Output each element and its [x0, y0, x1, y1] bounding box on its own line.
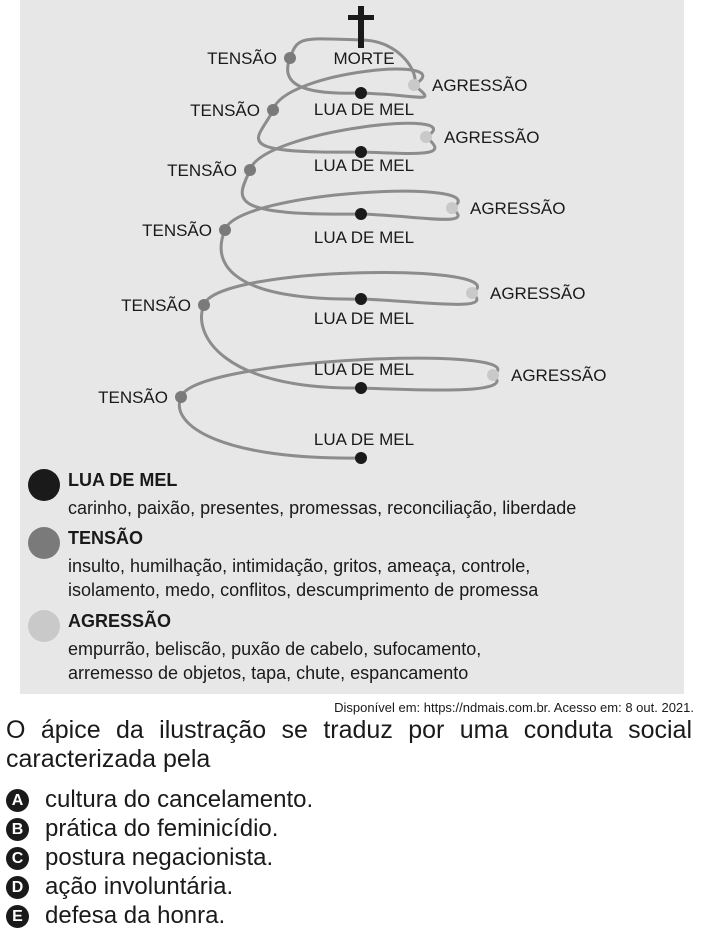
- option-text: defesa da honra.: [45, 902, 226, 929]
- legend-description: empurrão, beliscão, puxão de cabelo, sufocamento, arremesso de objetos, tapa, chute, espancamento: [68, 639, 482, 683]
- option-text: postura negacionista.: [45, 844, 274, 871]
- option-letter-badge: B: [6, 818, 29, 841]
- option-text: ação involuntária.: [45, 873, 234, 900]
- cross-horizontal: [348, 15, 374, 20]
- aggression-dot: [466, 287, 478, 299]
- tension-dot: [244, 164, 256, 176]
- option-a[interactable]: [6, 786, 313, 814]
- tension-label: TENSÃO: [142, 221, 212, 240]
- legend-title: LUA DE MEL: [68, 470, 178, 490]
- option-d[interactable]: [6, 873, 233, 901]
- question-text: O ápice da ilustração se traduz por uma conduta social caracterizada pela: [6, 716, 692, 773]
- apex-label: MORTE: [333, 49, 395, 68]
- option-text: cultura do cancelamento.: [45, 786, 314, 813]
- aggression-dot: [487, 369, 499, 381]
- option-letter-badge: C: [6, 847, 29, 870]
- spiral-curve: [242, 170, 361, 214]
- option-letter-badge: E: [6, 905, 29, 928]
- option-b[interactable]: [6, 815, 278, 843]
- spiral-curve: [361, 208, 458, 219]
- aggression-dot: [420, 131, 432, 143]
- source-citation: Disponível em: https://ndmais.com.br. Acesso em: 8 out. 2021.: [334, 700, 694, 715]
- tension-dot: [267, 104, 279, 116]
- spiral-curve: [361, 293, 477, 304]
- option-e[interactable]: [6, 902, 225, 930]
- tension-label: TENSÃO: [121, 296, 191, 315]
- honeymoon-dot: [355, 293, 367, 305]
- honeymoon-dot: [355, 208, 367, 220]
- tension-label: TENSÃO: [167, 161, 237, 180]
- honeymoon-dot: [355, 452, 367, 464]
- option-letter-badge: D: [6, 876, 29, 899]
- tension-dot: [284, 52, 296, 64]
- honeymoon-label: LUA DE MEL: [313, 430, 415, 449]
- option-c[interactable]: [6, 844, 273, 872]
- tension-label: TENSÃO: [207, 49, 277, 68]
- aggression-label: AGRESSÃO: [470, 199, 566, 218]
- aggression-dot: [408, 79, 420, 91]
- cross-vertical: [358, 6, 364, 48]
- tension-dot: [219, 224, 231, 236]
- option-text: prática do feminicídio.: [45, 815, 279, 842]
- honeymoon-dot: [355, 382, 367, 394]
- aggression-label: AGRESSÃO: [490, 284, 586, 303]
- honeymoon-label: LUA DE MEL: [313, 360, 415, 379]
- option-letter-badge: A: [6, 789, 29, 812]
- tension-label: TENSÃO: [190, 101, 260, 120]
- honeymoon-label: LUA DE MEL: [313, 309, 415, 328]
- aggression-dot-icon: [28, 610, 60, 642]
- aggression-label: AGRESSÃO: [444, 128, 540, 147]
- legend-title: TENSÃO: [68, 528, 144, 548]
- aggression-dot: [446, 202, 458, 214]
- legend-title: AGRESSÃO: [68, 611, 172, 631]
- tension-dot-icon: [28, 527, 60, 559]
- honeymoon-label: LUA DE MEL: [313, 228, 415, 247]
- honeymoon-label: LUA DE MEL: [313, 100, 415, 119]
- legend-description: carinho, paixão, presentes, promessas, reconciliação, liberdade: [68, 498, 577, 518]
- tension-dot: [175, 391, 187, 403]
- legend-description: insulto, humilhação, intimidação, gritos, ameaça, controle, isolamento, medo, conflitos, descumprimento de promessa: [68, 556, 539, 600]
- aggression-label: AGRESSÃO: [511, 366, 607, 385]
- tension-label: TENSÃO: [98, 388, 168, 407]
- aggression-label: AGRESSÃO: [432, 76, 528, 95]
- tension-dot: [198, 299, 210, 311]
- honeymoon-dot: [355, 87, 367, 99]
- spiral-curve: [225, 191, 458, 230]
- honeymoon-label: LUA DE MEL: [313, 156, 415, 175]
- honeymoon-dot-icon: [28, 469, 60, 501]
